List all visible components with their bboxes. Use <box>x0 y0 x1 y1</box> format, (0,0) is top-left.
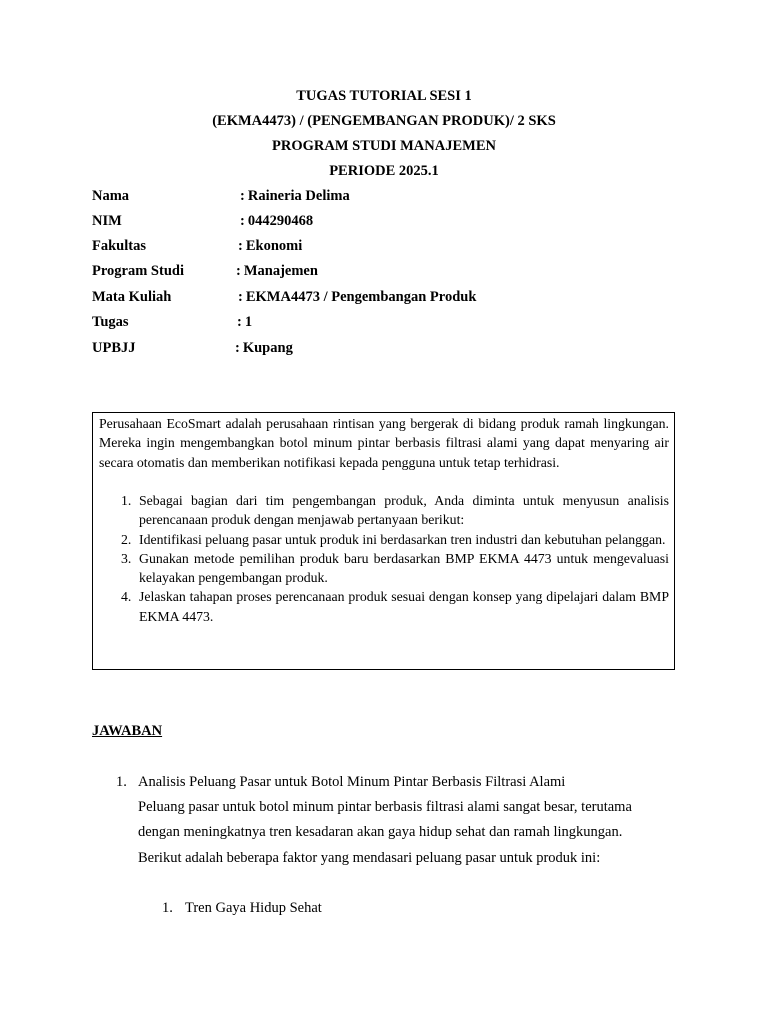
list-item-text: Jelaskan tahapan proses perencanaan produk sesuai dengan konsep yang dipelajari dalam BMP EKMA 4473. <box>139 589 669 624</box>
list-item-number: 4. <box>121 589 132 605</box>
info-label: Program Studi <box>92 263 184 279</box>
title-line-1: TUGAS TUTORIAL SESI 1 <box>296 88 472 104</box>
list-item-number: 2. <box>121 531 132 547</box>
case-intro-text: Perusahaan EcoSmart adalah perusahaan rintisan yang bergerak di bidang produk ramah lingkungan. Mereka ingin mengembangkan botol minum pintar berbasis filtrasi alami yang dapat menyaring air secara otomatis dan memberikan notifikasi kepada pengguna untuk tetap terhidrasi. <box>99 416 669 470</box>
info-label: Nama <box>92 188 130 204</box>
answer-item-title: Analisis Peluang Pasar untuk Botol Minum Pintar Berbasis Filtrasi Alami <box>138 774 566 790</box>
answer-item-number: 1. <box>116 774 127 790</box>
list-item-text: Sebagai bagian dari tim pengembangan produk, Anda diminta untuk menyusun analisis perencanaan produk dengan menjawab pertanyaan berikut: <box>139 493 669 528</box>
info-label: Mata Kuliah <box>92 289 172 305</box>
case-question-list <box>99 491 669 626</box>
list-item-text: Identifikasi peluang pasar untuk produk ini berdasarkan tren industri dan kebutuhan pelanggan. <box>139 531 666 547</box>
info-label: Tugas <box>92 314 129 330</box>
info-value: : 044290468 <box>240 213 314 229</box>
sub-item-title: Tren Gaya Hidup Sehat <box>185 900 322 916</box>
list-item <box>99 549 669 588</box>
sub-item-number: 1. <box>162 900 173 916</box>
info-value: : Manajemen <box>236 263 318 279</box>
info-value: : Ekonomi <box>238 238 303 254</box>
answer-paragraph-line-1: Peluang pasar untuk botol minum pintar berbasis filtrasi alami sangat besar, terutama <box>138 799 632 815</box>
list-item-number: 1. <box>121 493 132 508</box>
info-value: : Raineria Delima <box>240 188 350 204</box>
list-item <box>99 491 669 530</box>
list-item <box>99 587 669 626</box>
case-study-box <box>92 412 675 670</box>
list-item <box>99 530 669 549</box>
answer-heading: JAWABAN <box>92 723 163 739</box>
info-value: : 1 <box>237 314 253 330</box>
answer-paragraph-line-2: dengan meningkatnya tren kesadaran akan gaya hidup sehat dan ramah lingkungan. <box>138 824 623 840</box>
list-item-text: Gunakan metode pemilihan produk baru berdasarkan BMP EKMA 4473 untuk mengevaluasi kelayakan pengembangan produk. <box>139 550 669 586</box>
info-value: : EKMA4473 / Pengembangan Produk <box>238 289 477 305</box>
answer-paragraph-line-3: Berikut adalah beberapa faktor yang mendasari peluang pasar untuk produk ini: <box>138 850 601 866</box>
title-line-3: PROGRAM STUDI MANAJEMEN <box>272 138 496 154</box>
title-line-4: PERIODE 2025.1 <box>329 163 439 179</box>
info-label: NIM <box>92 213 122 229</box>
title-line-2: (EKMA4473) / (PENGEMBANGAN PRODUK)/ 2 SKS <box>212 113 556 129</box>
info-label: UPBJJ <box>92 340 136 356</box>
info-label: Fakultas <box>92 238 146 254</box>
info-value: : Kupang <box>235 340 293 356</box>
list-item-number: 3. <box>121 550 132 566</box>
